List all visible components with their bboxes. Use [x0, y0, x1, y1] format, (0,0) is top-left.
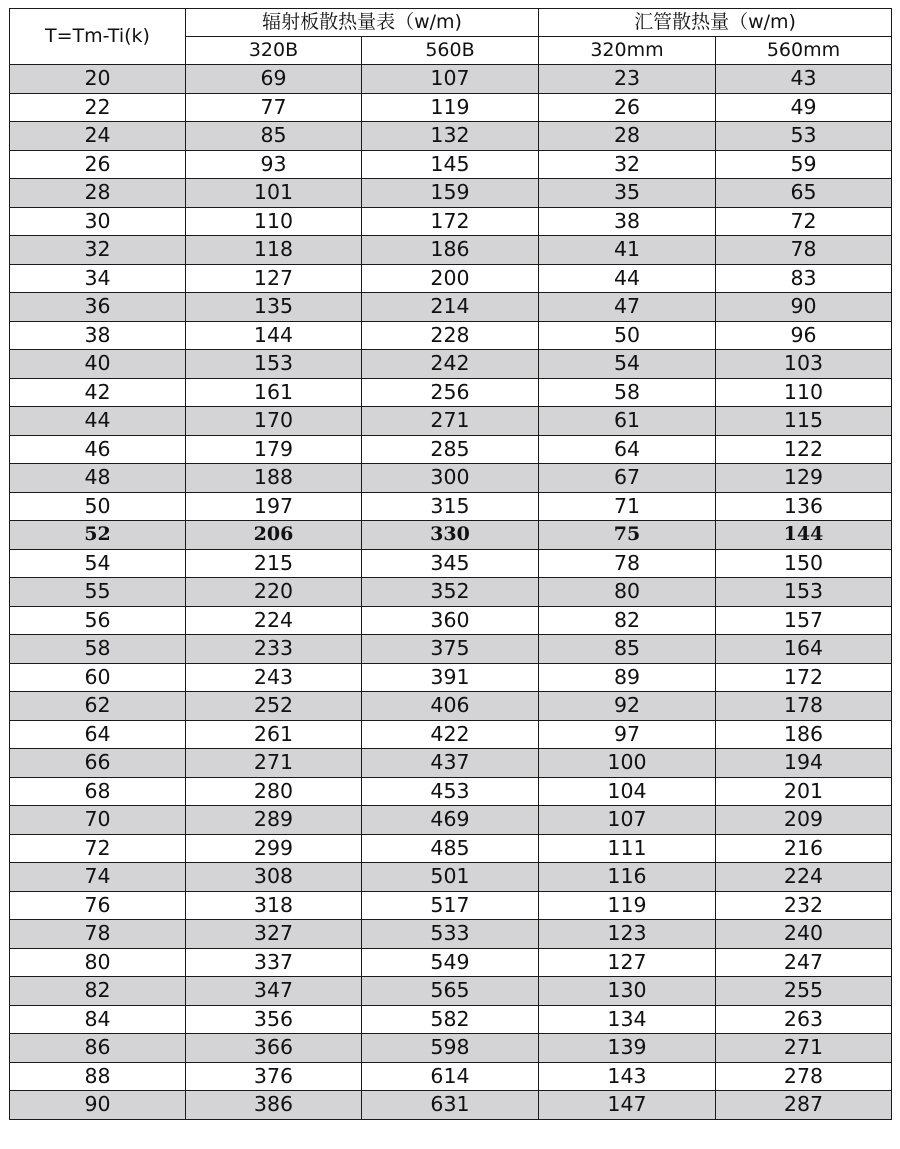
panel-320b-cell: 77 — [186, 93, 362, 122]
panel-320b-cell: 179 — [186, 435, 362, 464]
panel-320b-cell: 386 — [186, 1091, 362, 1120]
manifold-560mm-cell: 247 — [716, 948, 892, 977]
panel-560b-cell: 214 — [362, 293, 539, 322]
panel-320b-cell: 170 — [186, 407, 362, 436]
temperature-diff-cell: 74 — [10, 863, 186, 892]
temperature-diff-cell: 40 — [10, 350, 186, 379]
panel-320b-cell: 135 — [186, 293, 362, 322]
panel-560b-cell: 422 — [362, 720, 539, 749]
panel-560b-cell: 300 — [362, 464, 539, 493]
manifold-560mm-cell: 255 — [716, 977, 892, 1006]
panel-560b-cell: 533 — [362, 920, 539, 949]
panel-560b-cell: 453 — [362, 777, 539, 806]
table-row — [10, 179, 892, 208]
panel-320b-cell: 153 — [186, 350, 362, 379]
panel-320b-cell: 197 — [186, 492, 362, 521]
temperature-diff-cell: 28 — [10, 179, 186, 208]
manifold-560mm-cell: 65 — [716, 179, 892, 208]
panel-560b-cell: 271 — [362, 407, 539, 436]
temperature-diff-cell: 72 — [10, 834, 186, 863]
table-row — [10, 635, 892, 664]
table-row — [10, 891, 892, 920]
panel-560b-cell: 172 — [362, 207, 539, 236]
manifold-320mm-cell: 78 — [539, 549, 716, 578]
manifold-560mm-cell: 103 — [716, 350, 892, 379]
table-row — [10, 663, 892, 692]
manifold-320mm-cell: 50 — [539, 321, 716, 350]
panel-320b-cell: 188 — [186, 464, 362, 493]
table-row — [10, 350, 892, 379]
table-row — [10, 777, 892, 806]
table-row — [10, 122, 892, 151]
panel-560b-cell: 501 — [362, 863, 539, 892]
col-header-320b: 320B — [186, 37, 362, 65]
panel-320b-cell: 347 — [186, 977, 362, 1006]
manifold-320mm-cell: 58 — [539, 378, 716, 407]
manifold-320mm-cell: 38 — [539, 207, 716, 236]
manifold-320mm-cell: 147 — [539, 1091, 716, 1120]
table-row — [10, 321, 892, 350]
temperature-diff-cell: 64 — [10, 720, 186, 749]
table-row — [10, 920, 892, 949]
table-row — [10, 806, 892, 835]
table-row — [10, 948, 892, 977]
manifold-560mm-cell: 59 — [716, 150, 892, 179]
temperature-diff-cell: 38 — [10, 321, 186, 350]
manifold-320mm-cell: 44 — [539, 264, 716, 293]
table-row — [10, 264, 892, 293]
manifold-320mm-cell: 32 — [539, 150, 716, 179]
panel-560b-cell: 437 — [362, 749, 539, 778]
temperature-diff-cell: 78 — [10, 920, 186, 949]
heat-dissipation-table — [9, 8, 892, 1120]
panel-560b-cell: 631 — [362, 1091, 539, 1120]
manifold-560mm-cell: 144 — [716, 521, 892, 550]
panel-320b-cell: 356 — [186, 1005, 362, 1034]
temperature-diff-cell: 46 — [10, 435, 186, 464]
manifold-560mm-cell: 287 — [716, 1091, 892, 1120]
panel-320b-cell: 252 — [186, 692, 362, 721]
panel-320b-cell: 161 — [186, 378, 362, 407]
manifold-560mm-cell: 150 — [716, 549, 892, 578]
manifold-320mm-cell: 64 — [539, 435, 716, 464]
table-row — [10, 1034, 892, 1063]
panel-320b-cell: 366 — [186, 1034, 362, 1063]
table-row — [10, 749, 892, 778]
panel-320b-cell: 144 — [186, 321, 362, 350]
panel-560b-cell: 391 — [362, 663, 539, 692]
temperature-diff-cell: 84 — [10, 1005, 186, 1034]
manifold-320mm-cell: 71 — [539, 492, 716, 521]
panel-320b-cell: 69 — [186, 65, 362, 94]
table-body — [10, 65, 892, 1120]
temperature-diff-cell: 44 — [10, 407, 186, 436]
table-row — [10, 492, 892, 521]
temperature-diff-cell: 20 — [10, 65, 186, 94]
temperature-diff-cell: 56 — [10, 606, 186, 635]
panel-560b-cell: 119 — [362, 93, 539, 122]
manifold-320mm-cell: 23 — [539, 65, 716, 94]
panel-320b-cell: 215 — [186, 549, 362, 578]
panel-560b-cell: 145 — [362, 150, 539, 179]
panel-560b-cell: 315 — [362, 492, 539, 521]
manifold-560mm-cell: 178 — [716, 692, 892, 721]
panel-560b-cell: 352 — [362, 578, 539, 607]
panel-560b-cell: 228 — [362, 321, 539, 350]
manifold-320mm-cell: 85 — [539, 635, 716, 664]
panel-560b-cell: 285 — [362, 435, 539, 464]
table-header — [10, 9, 892, 65]
manifold-320mm-cell: 47 — [539, 293, 716, 322]
manifold-320mm-cell: 100 — [539, 749, 716, 778]
manifold-560mm-cell: 49 — [716, 93, 892, 122]
panel-320b-cell: 327 — [186, 920, 362, 949]
table-row — [10, 150, 892, 179]
table-row — [10, 720, 892, 749]
temperature-diff-cell: 34 — [10, 264, 186, 293]
temperature-diff-cell: 76 — [10, 891, 186, 920]
table-row — [10, 977, 892, 1006]
manifold-320mm-cell: 123 — [539, 920, 716, 949]
manifold-320mm-cell: 127 — [539, 948, 716, 977]
panel-320b-cell: 299 — [186, 834, 362, 863]
manifold-560mm-cell: 201 — [716, 777, 892, 806]
panel-320b-cell: 127 — [186, 264, 362, 293]
panel-320b-cell: 224 — [186, 606, 362, 635]
manifold-320mm-cell: 92 — [539, 692, 716, 721]
manifold-560mm-cell: 263 — [716, 1005, 892, 1034]
manifold-560mm-cell: 72 — [716, 207, 892, 236]
panel-560b-cell: 360 — [362, 606, 539, 635]
panel-320b-cell: 233 — [186, 635, 362, 664]
manifold-560mm-cell: 110 — [716, 378, 892, 407]
manifold-560mm-cell: 43 — [716, 65, 892, 94]
manifold-320mm-cell: 104 — [539, 777, 716, 806]
manifold-320mm-cell: 97 — [539, 720, 716, 749]
table-row — [10, 207, 892, 236]
panel-560b-cell: 406 — [362, 692, 539, 721]
manifold-560mm-cell: 153 — [716, 578, 892, 607]
panel-320b-cell: 280 — [186, 777, 362, 806]
table-row — [10, 863, 892, 892]
temperature-diff-cell: 80 — [10, 948, 186, 977]
temperature-diff-cell: 30 — [10, 207, 186, 236]
temperature-diff-cell: 32 — [10, 236, 186, 265]
manifold-320mm-cell: 119 — [539, 891, 716, 920]
table-row — [10, 407, 892, 436]
manifold-group-header: 汇管散热量（w/m) — [539, 9, 892, 37]
panel-560b-cell: 375 — [362, 635, 539, 664]
temperature-diff-cell: 55 — [10, 578, 186, 607]
temperature-diff-cell: 58 — [10, 635, 186, 664]
manifold-320mm-cell: 41 — [539, 236, 716, 265]
manifold-560mm-cell: 216 — [716, 834, 892, 863]
panel-560b-cell: 330 — [362, 521, 539, 550]
temperature-diff-cell: 90 — [10, 1091, 186, 1120]
manifold-320mm-cell: 82 — [539, 606, 716, 635]
manifold-320mm-cell: 28 — [539, 122, 716, 151]
manifold-560mm-cell: 271 — [716, 1034, 892, 1063]
panel-320b-cell: 110 — [186, 207, 362, 236]
manifold-320mm-cell: 111 — [539, 834, 716, 863]
manifold-320mm-cell: 89 — [539, 663, 716, 692]
manifold-560mm-cell: 53 — [716, 122, 892, 151]
header-row-groups — [10, 9, 892, 37]
manifold-320mm-cell: 143 — [539, 1062, 716, 1091]
panel-320b-cell: 220 — [186, 578, 362, 607]
manifold-560mm-cell: 224 — [716, 863, 892, 892]
manifold-560mm-cell: 78 — [716, 236, 892, 265]
col-header-560b: 560B — [362, 37, 539, 65]
manifold-560mm-cell: 209 — [716, 806, 892, 835]
manifold-320mm-cell: 116 — [539, 863, 716, 892]
radiant-panel-group-header: 辐射板散热量表（w/m) — [186, 9, 539, 37]
panel-320b-cell: 93 — [186, 150, 362, 179]
col-header-320mm: 320mm — [539, 37, 716, 65]
table-row — [10, 1062, 892, 1091]
temperature-diff-cell: 60 — [10, 663, 186, 692]
temperature-diff-header: T=Tm-Ti(k) — [10, 9, 186, 65]
temperature-diff-cell: 82 — [10, 977, 186, 1006]
manifold-560mm-cell: 157 — [716, 606, 892, 635]
manifold-320mm-cell: 139 — [539, 1034, 716, 1063]
panel-320b-cell: 85 — [186, 122, 362, 151]
panel-560b-cell: 186 — [362, 236, 539, 265]
temperature-diff-cell: 24 — [10, 122, 186, 151]
panel-560b-cell: 159 — [362, 179, 539, 208]
manifold-320mm-cell: 26 — [539, 93, 716, 122]
table-row — [10, 1005, 892, 1034]
temperature-diff-cell: 36 — [10, 293, 186, 322]
panel-560b-cell: 582 — [362, 1005, 539, 1034]
panel-320b-cell: 243 — [186, 663, 362, 692]
manifold-320mm-cell: 75 — [539, 521, 716, 550]
panel-560b-cell: 614 — [362, 1062, 539, 1091]
panel-320b-cell: 101 — [186, 179, 362, 208]
manifold-560mm-cell: 240 — [716, 920, 892, 949]
table-row — [10, 692, 892, 721]
panel-560b-cell: 256 — [362, 378, 539, 407]
manifold-320mm-cell: 80 — [539, 578, 716, 607]
table-row — [10, 549, 892, 578]
temperature-diff-cell: 22 — [10, 93, 186, 122]
table-row — [10, 606, 892, 635]
manifold-560mm-cell: 122 — [716, 435, 892, 464]
manifold-320mm-cell: 54 — [539, 350, 716, 379]
manifold-560mm-cell: 232 — [716, 891, 892, 920]
temperature-diff-cell: 50 — [10, 492, 186, 521]
temperature-diff-cell: 88 — [10, 1062, 186, 1091]
manifold-320mm-cell: 134 — [539, 1005, 716, 1034]
manifold-560mm-cell: 90 — [716, 293, 892, 322]
table-row — [10, 65, 892, 94]
temperature-diff-cell: 26 — [10, 150, 186, 179]
panel-560b-cell: 598 — [362, 1034, 539, 1063]
panel-320b-cell: 261 — [186, 720, 362, 749]
panel-320b-cell: 337 — [186, 948, 362, 977]
panel-320b-cell: 376 — [186, 1062, 362, 1091]
table-row — [10, 578, 892, 607]
temperature-diff-cell: 52 — [10, 521, 186, 550]
manifold-560mm-cell: 96 — [716, 321, 892, 350]
table-row — [10, 464, 892, 493]
panel-560b-cell: 132 — [362, 122, 539, 151]
temperature-diff-cell: 48 — [10, 464, 186, 493]
table-row — [10, 435, 892, 464]
temperature-diff-cell: 54 — [10, 549, 186, 578]
panel-320b-cell: 118 — [186, 236, 362, 265]
temperature-diff-cell: 42 — [10, 378, 186, 407]
manifold-320mm-cell: 130 — [539, 977, 716, 1006]
manifold-560mm-cell: 136 — [716, 492, 892, 521]
manifold-320mm-cell: 107 — [539, 806, 716, 835]
col-header-560mm: 560mm — [716, 37, 892, 65]
temperature-diff-cell: 86 — [10, 1034, 186, 1063]
manifold-560mm-cell: 172 — [716, 663, 892, 692]
temperature-diff-cell: 62 — [10, 692, 186, 721]
manifold-560mm-cell: 278 — [716, 1062, 892, 1091]
table-row — [10, 236, 892, 265]
temperature-diff-cell: 68 — [10, 777, 186, 806]
manifold-560mm-cell: 164 — [716, 635, 892, 664]
panel-560b-cell: 345 — [362, 549, 539, 578]
panel-320b-cell: 308 — [186, 863, 362, 892]
panel-560b-cell: 517 — [362, 891, 539, 920]
panel-560b-cell: 242 — [362, 350, 539, 379]
panel-560b-cell: 107 — [362, 65, 539, 94]
temperature-diff-cell: 70 — [10, 806, 186, 835]
panel-320b-cell: 289 — [186, 806, 362, 835]
panel-560b-cell: 565 — [362, 977, 539, 1006]
panel-320b-cell: 318 — [186, 891, 362, 920]
table-row — [10, 1091, 892, 1120]
manifold-320mm-cell: 61 — [539, 407, 716, 436]
manifold-320mm-cell: 35 — [539, 179, 716, 208]
panel-560b-cell: 200 — [362, 264, 539, 293]
panel-320b-cell: 271 — [186, 749, 362, 778]
manifold-560mm-cell: 83 — [716, 264, 892, 293]
manifold-560mm-cell: 194 — [716, 749, 892, 778]
table-row — [10, 521, 892, 550]
manifold-320mm-cell: 67 — [539, 464, 716, 493]
panel-560b-cell: 485 — [362, 834, 539, 863]
temperature-diff-cell: 66 — [10, 749, 186, 778]
manifold-560mm-cell: 115 — [716, 407, 892, 436]
manifold-560mm-cell: 129 — [716, 464, 892, 493]
manifold-560mm-cell: 186 — [716, 720, 892, 749]
panel-560b-cell: 549 — [362, 948, 539, 977]
table-row — [10, 93, 892, 122]
panel-320b-cell: 206 — [186, 521, 362, 550]
table-row — [10, 834, 892, 863]
table-row — [10, 293, 892, 322]
table-row — [10, 378, 892, 407]
panel-560b-cell: 469 — [362, 806, 539, 835]
